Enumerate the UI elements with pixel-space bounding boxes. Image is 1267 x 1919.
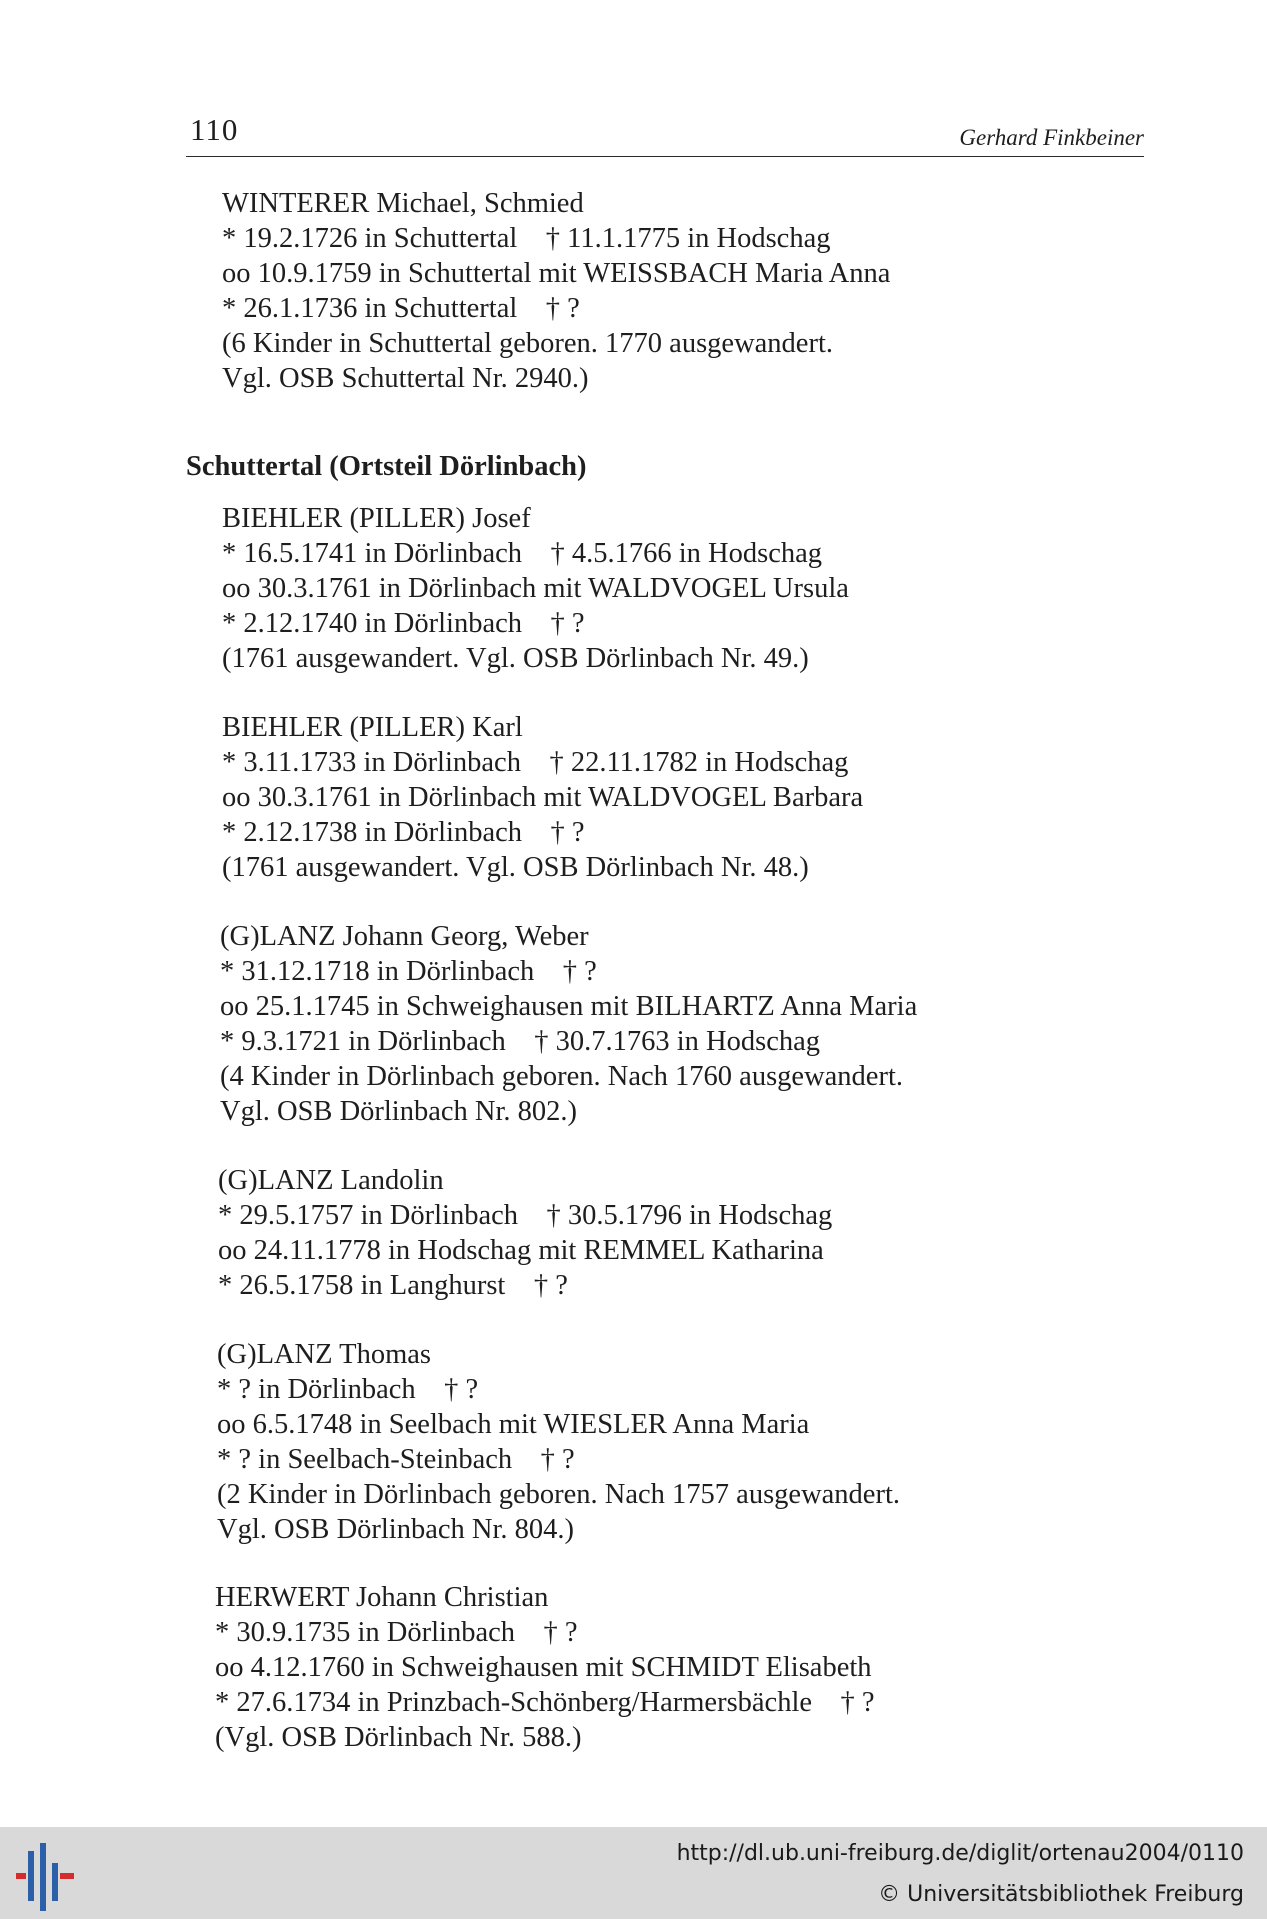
entry-line: * 30.9.1735 in Dörlinbach † ? (215, 1617, 578, 1648)
entry-line: WINTERER Michael, Schmied (222, 188, 584, 219)
entry-line: oo 24.11.1778 in Hodschag mit REMMEL Katharina (218, 1235, 824, 1266)
page-number: 110 (190, 112, 239, 147)
entry-line: oo 30.3.1761 in Dörlinbach mit WALDVOGEL Barbara (222, 782, 864, 813)
entry-line: BIEHLER (PILLER) Josef (222, 503, 531, 534)
section-heading: Schuttertal (Ortsteil Dörlinbach) (186, 451, 587, 482)
entry-line: * 3.11.1733 in Dörlinbach † 22.11.1782 in Hodschag (222, 747, 849, 778)
entry-line: * 9.3.1721 in Dörlinbach † 30.7.1763 in Hodschag (220, 1026, 821, 1057)
entry-line: Vgl. OSB Dörlinbach Nr. 804.) (217, 1514, 575, 1545)
entry-line: oo 10.9.1759 in Schuttertal mit WEISSBACH Maria Anna (222, 258, 891, 289)
entry-line: (1761 ausgewandert. Vgl. OSB Dörlinbach Nr. 48.) (222, 852, 809, 883)
entry-line: (2 Kinder in Dörlinbach geboren. Nach 1757 ausgewandert. (217, 1479, 900, 1510)
entry-line: (G)LANZ Landolin (218, 1165, 444, 1196)
entry-line: oo 6.5.1748 in Seelbach mit WIESLER Anna Maria (217, 1409, 810, 1440)
entry-line: * ? in Dörlinbach † ? (217, 1374, 479, 1405)
entry-line: (G)LANZ Johann Georg, Weber (220, 921, 589, 952)
entry-line: (6 Kinder in Schuttertal geboren. 1770 ausgewandert. (222, 328, 833, 359)
source-url-link[interactable]: http://dl.ub.uni-freiburg.de/diglit/ortenau2004/0110 (676, 1841, 1244, 1866)
entry-line: * 26.1.1736 in Schuttertal † ? (222, 293, 580, 324)
entry-line: * ? in Seelbach-Steinbach † ? (217, 1444, 575, 1475)
entry-line: HERWERT Johann Christian (215, 1582, 549, 1613)
copyright-text: © Universitätsbibliothek Freiburg (878, 1882, 1244, 1907)
library-logo-icon (16, 1843, 80, 1911)
entry-line: * 27.6.1734 in Prinzbach-Schönberg/Harmersbächle † ? (215, 1687, 875, 1718)
running-head: Gerhard Finkbeiner (959, 125, 1144, 150)
entry-line: * 16.5.1741 in Dörlinbach † 4.5.1766 in Hodschag (222, 538, 823, 569)
entry-line: BIEHLER (PILLER) Karl (222, 712, 523, 743)
entry-line: * 2.12.1738 in Dörlinbach † ? (222, 817, 585, 848)
entry-line: * 31.12.1718 in Dörlinbach † ? (220, 956, 597, 987)
entry-line: oo 25.1.1745 in Schweighausen mit BILHARTZ Anna Maria (220, 991, 918, 1022)
entry-line: Vgl. OSB Dörlinbach Nr. 802.) (220, 1096, 578, 1127)
entry-line: * 26.5.1758 in Langhurst † ? (218, 1270, 568, 1301)
entry-line: * 29.5.1757 in Dörlinbach † 30.5.1796 in Hodschag (218, 1200, 833, 1231)
page-header (186, 108, 1144, 157)
entry-line: oo 4.12.1760 in Schweighausen mit SCHMIDT Elisabeth (215, 1652, 872, 1683)
entry-line: (G)LANZ Thomas (217, 1339, 431, 1370)
entry-line: (Vgl. OSB Dörlinbach Nr. 588.) (215, 1722, 582, 1753)
entry-line: Vgl. OSB Schuttertal Nr. 2940.) (222, 363, 589, 394)
footer-bar (0, 1827, 1267, 1919)
entry-line: oo 30.3.1761 in Dörlinbach mit WALDVOGEL Ursula (222, 573, 849, 604)
entry-line: (1761 ausgewandert. Vgl. OSB Dörlinbach Nr. 49.) (222, 643, 809, 674)
entry-line: * 19.2.1726 in Schuttertal † 11.1.1775 in Hodschag (222, 223, 831, 254)
entry-line: * 2.12.1740 in Dörlinbach † ? (222, 608, 585, 639)
entry-line: (4 Kinder in Dörlinbach geboren. Nach 1760 ausgewandert. (220, 1061, 903, 1092)
